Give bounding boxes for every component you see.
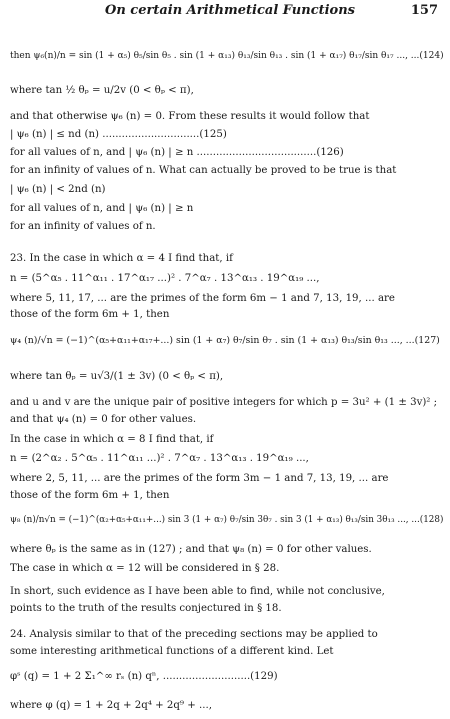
body-text-line: In short, such evidence as I have been able to find, while not conclusive, [10, 586, 385, 597]
inequality-line: | ψ₆ (n) | < 2nd (n) [10, 184, 106, 195]
equation-125-line: | ψ₆ (n) | ≤ nd (n) ..............................(125) [10, 129, 227, 140]
equation-129-line: φˢ (q) = 1 + 2 Σ₁^∞ rₛ (n) qⁿ, ...........................(129) [10, 671, 278, 682]
theta-definition-line: where tan ½ θₚ = u/2v (0 < θₚ < π), [10, 85, 194, 96]
n-factorization-line: n = (2^α₂ . 5^α₅ . 11^α₁₁ ...)² . 7^α₇ . 13^α₁₃ . 19^α₁₉ ..., [10, 453, 309, 464]
body-text-line: where θₚ is the same as in (127) ; and that ψ₈ (n) = 0 for other values. [10, 544, 372, 555]
body-text-line: for an infinity of values of n. [10, 221, 156, 232]
body-text-line: and that otherwise ψ₆ (n) = 0. From these results it would follow that [10, 111, 370, 122]
section-23-heading-line: 23. In the case in which α = 4 I find that, if [10, 253, 233, 264]
n-factorization-line: n = (5^α₅ . 11^α₁₁ . 17^α₁₇ ...)² . 7^α₇ . 13^α₁₃ . 19^α₁₉ ..., [10, 273, 320, 284]
theta-definition-line: where tan θₚ = u√3/(1 ± 3v) (0 < θₚ < π), [10, 371, 224, 382]
body-text-line: some interesting arithmetical functions of a different kind. Let [10, 646, 334, 657]
body-text-line: those of the form 6m + 1, then [10, 309, 170, 320]
running-title: On certain Arithmetical Functions [105, 3, 355, 18]
body-text-line: and u and v are the unique pair of positive integers for which p = 3u² + (1 ± 3v)² ; [10, 397, 438, 408]
body-text-line: and that ψ₄ (n) = 0 for other values. [10, 414, 197, 425]
body-text-line: where 5, 11, 17, ... are the primes of the form 6m − 1 and 7, 13, 19, ... are [10, 293, 395, 304]
body-text-line: where 2, 5, 11, ... are the primes of the form 3m − 1 and 7, 13, 19, ... are [10, 473, 389, 484]
body-text-line: points to the truth of the results conjectured in § 18. [10, 603, 282, 614]
body-text-line: those of the form 6m + 1, then [10, 490, 170, 501]
equation-127-line: ψ₄ (n)/√n = (−1)^(α₅+α₁₁+α₁₇+...) sin (1 + α₇) θ₇/sin θ₇ . sin (1 + α₁₃) θ₁₃/sin θ₁₃ ..., ...(127) [10, 335, 440, 346]
page-number: 157 [410, 3, 438, 18]
inequality-line: for all values of n, and | ψ₆ (n) | ≥ n [10, 203, 194, 214]
body-text-line: In the case in which α = 8 I find that, if [10, 434, 214, 445]
equation-128-line: ψ₈ (n)/n√n = (−1)^(α₂+α₅+α₁₁+...) sin 3 (1 + α₇) θ₇/sin 3θ₇ . sin 3 (1 + α₁₃) θ₁₃/sin 3θ₁₃ ..., ...(128) [10, 515, 444, 525]
equation-124-line: then ψ₆(n)/n = sin (1 + α₅) θ₅/sin θ₅ . sin (1 + α₁₃) θ₁₃/sin θ₁₃ . sin (1 + α₁₇) θ₁₇/sin θ₁₇ ..., ...(124) [10, 51, 444, 61]
equation-126-line: for all values of n, and | ψ₆ (n) | ≥ n .....................................(126) [10, 147, 344, 158]
body-text-line: The case in which α = 12 will be considered in § 28. [10, 563, 280, 574]
section-24-heading-line: 24. Analysis similar to that of the preceding sections may be applied to [10, 629, 378, 640]
phi-definition-line: where φ (q) = 1 + 2q + 2q⁴ + 2q⁹ + ..., [10, 700, 212, 711]
running-header [0, 3, 450, 21]
body-text-line: for an infinity of values of n. What can actually be proved to be true is that [10, 165, 397, 176]
